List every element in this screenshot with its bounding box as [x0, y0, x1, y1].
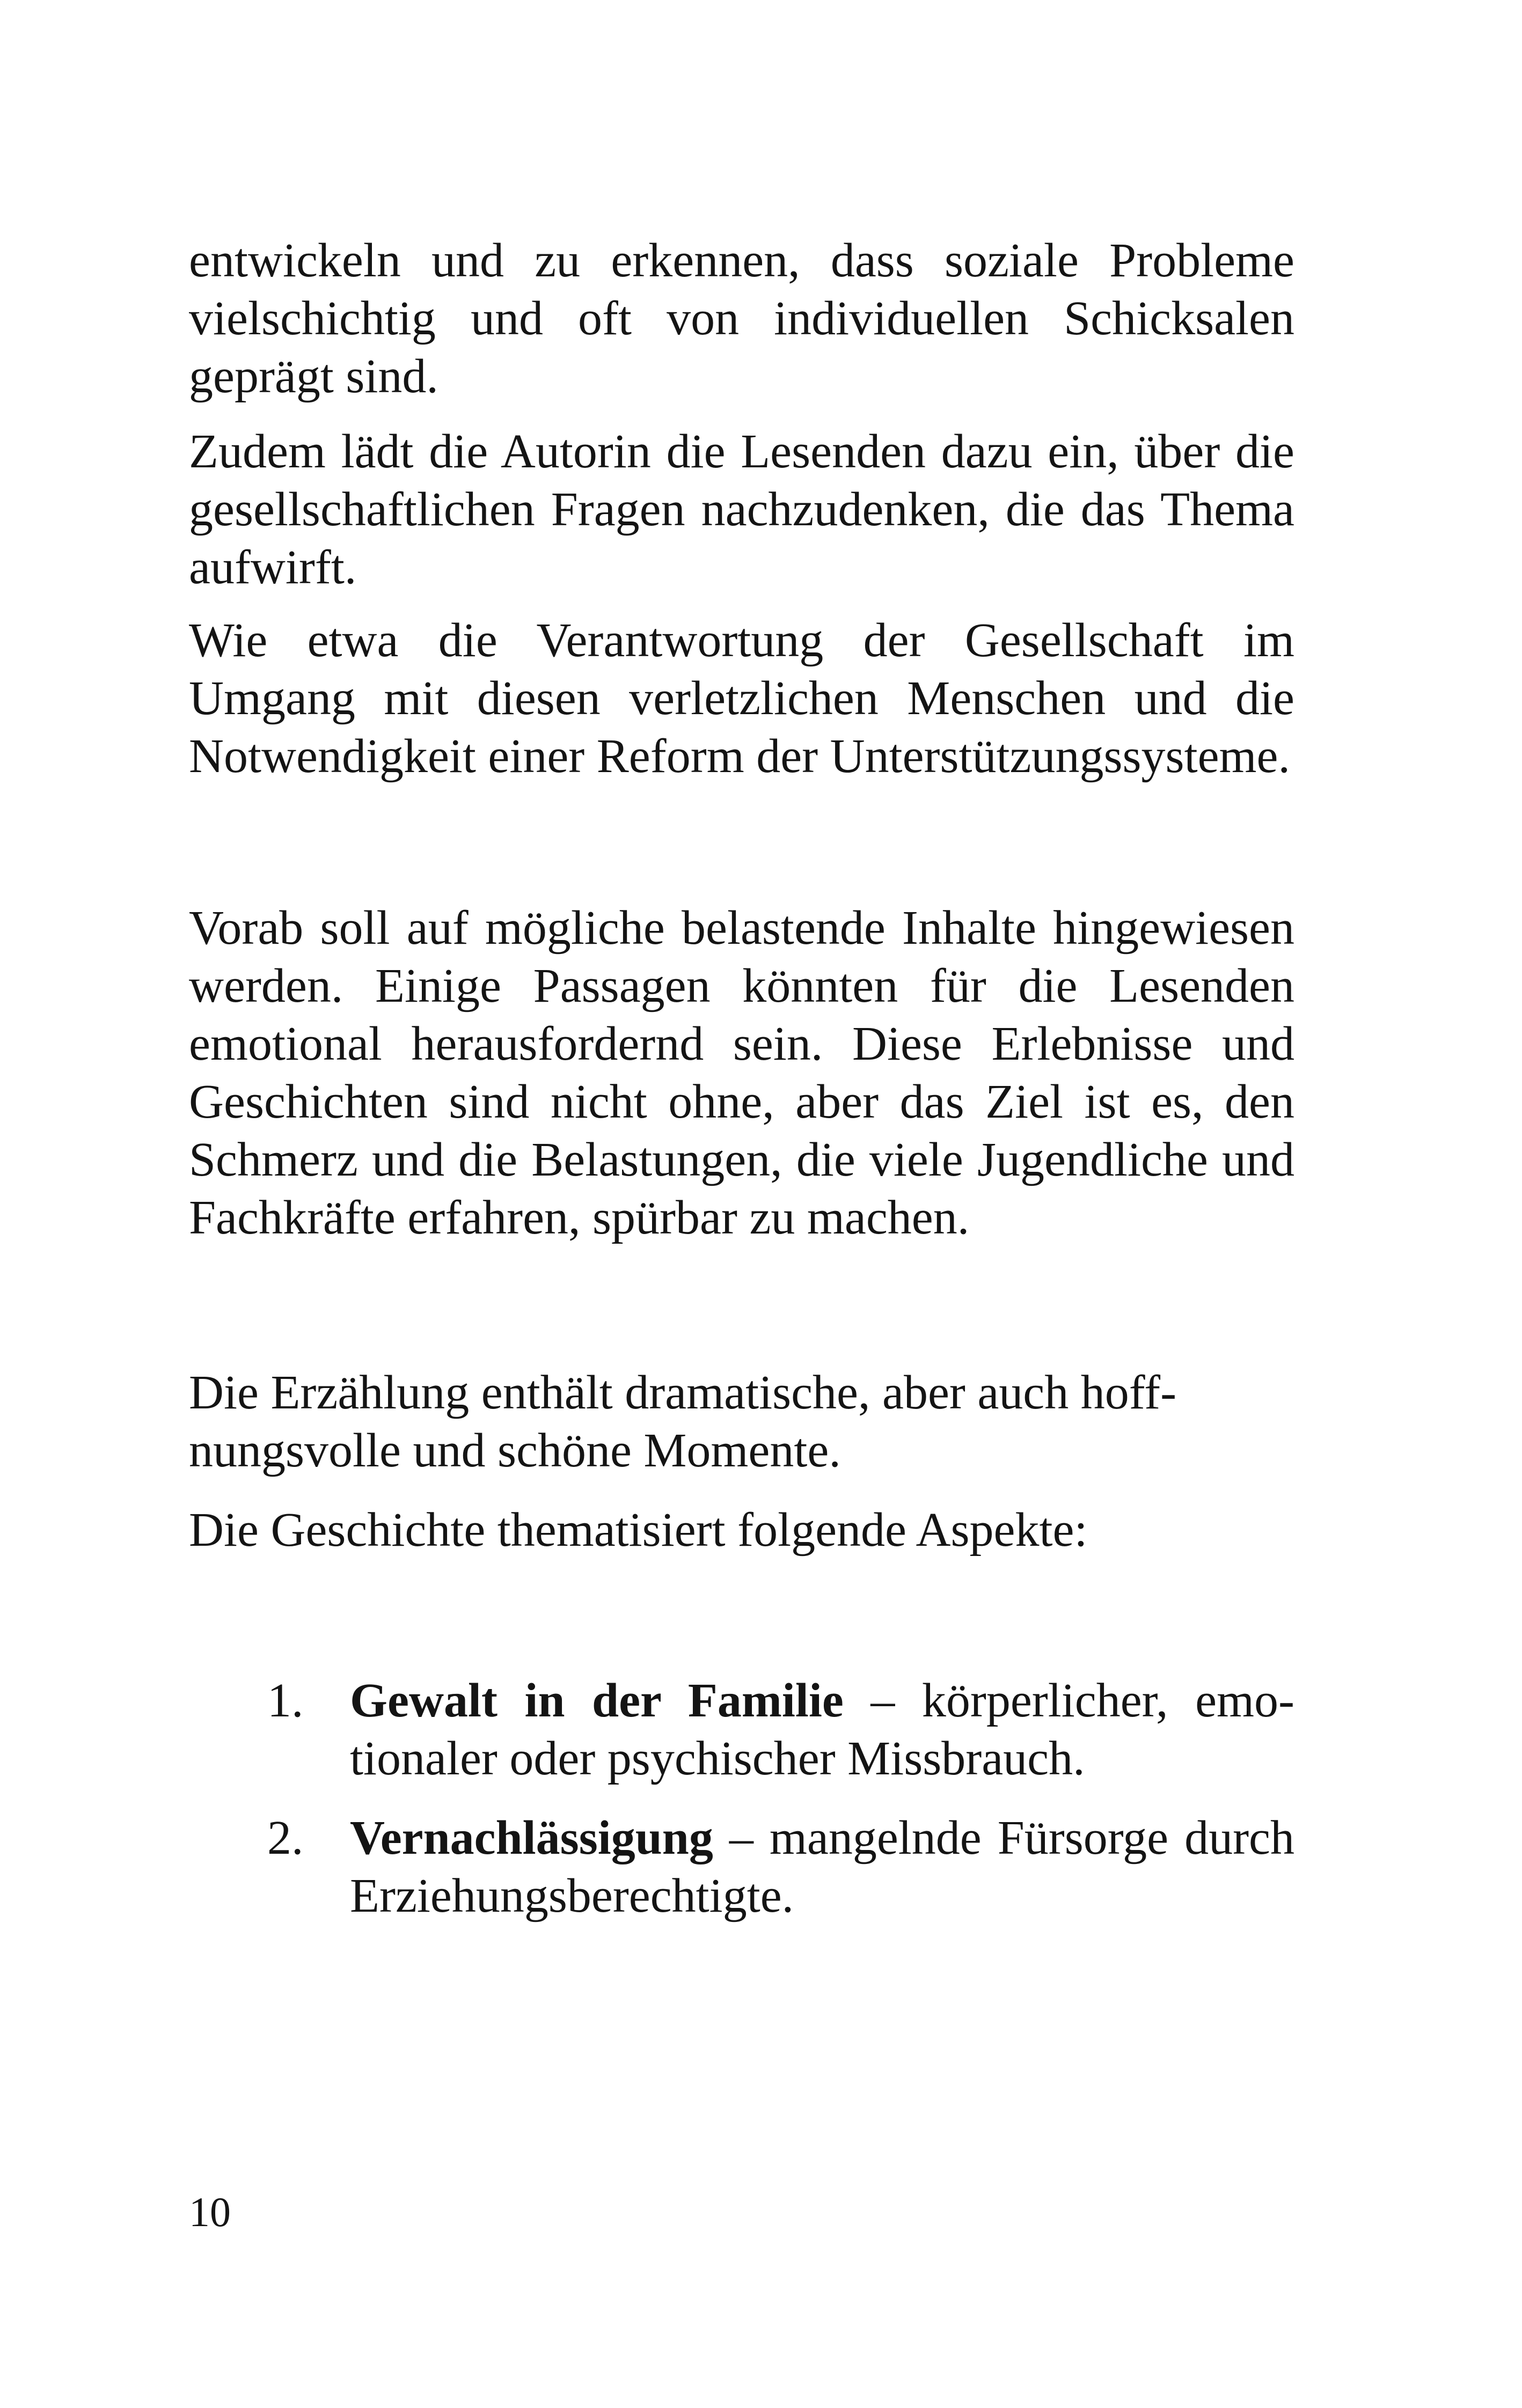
list-item-number: 2.	[267, 1811, 304, 1864]
paragraph-narrative-moments: Die Erzählung enthält dramatische, aber auch hoffnungsvolle und schöne Momente.	[189, 1366, 1177, 1477]
list-item-number: 1.	[267, 1674, 304, 1727]
list-item-description: – mangelnde Fürsorge durch Erziehungsberechtigte.	[350, 1811, 1294, 1922]
list-item-term: Vernachlässigung	[350, 1811, 713, 1864]
paragraph-continuation: entwickeln und zu erkennen, dass soziale Probleme vielschichtig und oft von individuellen Schicksalen geprägt sind.	[189, 234, 1294, 403]
list-item	[189, 1809, 1294, 1925]
list-item	[189, 1672, 1294, 1788]
paragraph-author-invitation: Zudem lädt die Autorin die Lesenden dazu ein, über die gesellschaftlichen Fragen nachzudenken, die das Thema aufwirft.	[189, 425, 1294, 594]
page-number: 10	[189, 2189, 231, 2235]
aspects-list	[189, 1672, 1294, 1925]
section-spacer	[189, 785, 1294, 899]
section-spacer	[189, 1247, 1294, 1364]
list-item-term: Gewalt in der Familie	[350, 1674, 844, 1727]
paragraph-society-responsibility: Wie etwa die Verantwortung der Gesellschaft im Umgang mit diesen verletzlichen Menschen und die Notwendigkeit einer Reform der Unterstützungssysteme.	[189, 614, 1294, 783]
paragraph-content-warning: Vorab soll auf mögliche belastende Inhalte hingewiesen werden. Einige Passagen könnten für die Lesenden emotional herausfordernd sein. Diese Erlebnisse und Geschichten sind nicht ohne, aber das Ziel ist es, den Schmerz und die Belastungen, die viele Jugendliche und Fachkräfte erfahren, spürbar zu machen.	[189, 901, 1294, 1244]
section-spacer	[189, 1559, 1294, 1672]
paragraph-aspects-intro: Die Geschichte thematisiert folgende Aspekte:	[189, 1503, 1088, 1557]
list-item-description: – körperlicher, emotionaler oder psychischer Missbrauch.	[350, 1674, 1294, 1785]
page-body	[189, 232, 1294, 1947]
